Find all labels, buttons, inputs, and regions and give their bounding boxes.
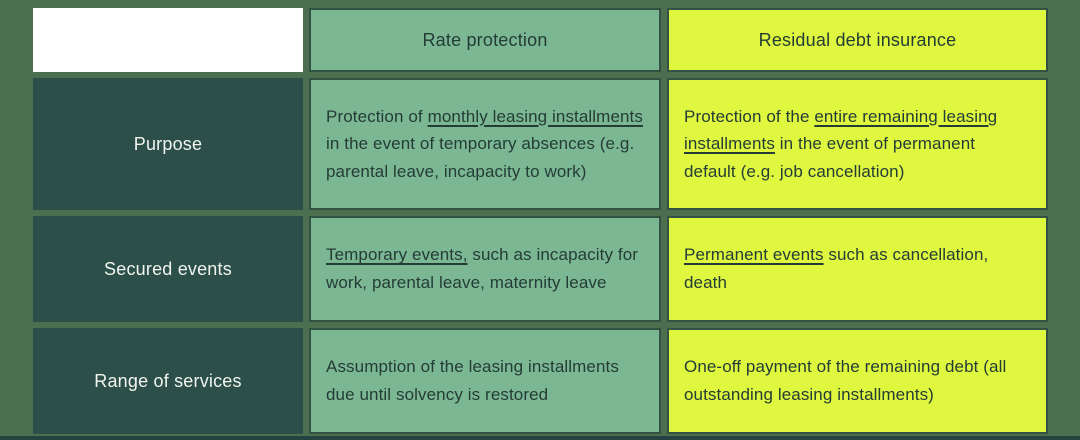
cell-secured-events-rate-protection [309, 216, 661, 322]
cell-secured-events-residual-debt [667, 216, 1048, 322]
cell-text: Permanent events such as cancellation, death [684, 245, 989, 292]
header-cell-residual-debt-insurance: Residual debt insurance [667, 8, 1048, 72]
cell-text: Protection of the entire remaining leasing installments in the event of permanent default (e.g. job cancellation) [684, 106, 998, 181]
cell-purpose-rate-protection [309, 78, 661, 210]
row-label-range-of-services: Range of services [33, 328, 303, 434]
bottom-edge-strip [0, 436, 1080, 440]
cell-range-of-services-residual-debt [667, 328, 1048, 434]
cell-text: One-off payment of the remaining debt (all outstanding leasing installments) [684, 357, 1007, 404]
cell-text: Protection of monthly leasing installments in the event of temporary absences (e.g. parental leave, incapacity to work) [326, 106, 643, 181]
row-label-secured-events: Secured events [33, 216, 303, 322]
header-cell-rate-protection: Rate protection [309, 8, 661, 72]
cell-text: Temporary events, such as incapacity for work, parental leave, maternity leave [326, 245, 639, 292]
row-label-purpose: Purpose [33, 78, 303, 210]
cell-text: Assumption of the leasing installments due until solvency is restored [326, 357, 619, 404]
header-cell-blank [33, 8, 303, 72]
cell-purpose-residual-debt [667, 78, 1048, 210]
insurance-comparison-table [33, 8, 1048, 434]
cell-range-of-services-rate-protection [309, 328, 661, 434]
